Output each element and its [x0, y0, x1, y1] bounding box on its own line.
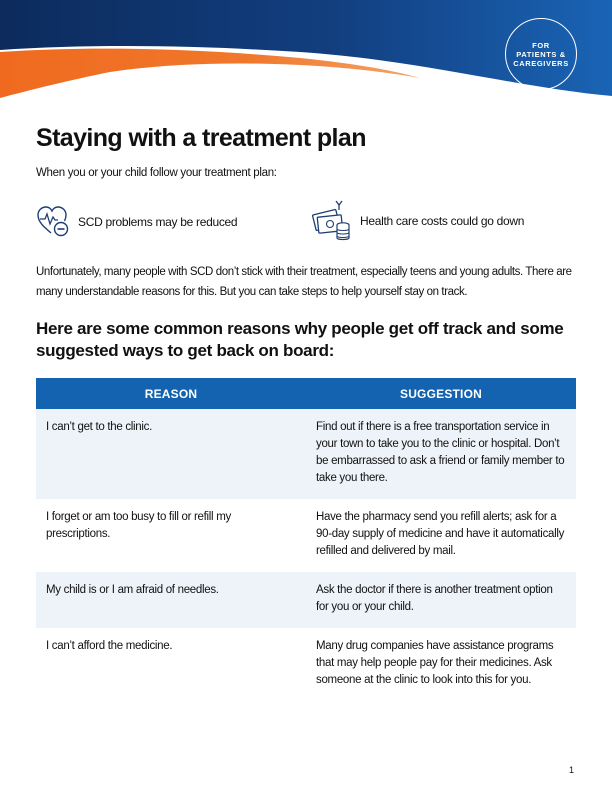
- benefit-text: SCD problems may be reduced: [78, 215, 238, 229]
- table-row: [36, 572, 576, 628]
- section-subheading: Here are some common reasons why people get off track and some suggested ways to get back on board:: [36, 319, 564, 360]
- reason-cell: I can’t afford the medicine.: [36, 628, 306, 701]
- table-row: [36, 409, 576, 499]
- reason-cell: I forget or am too busy to fill or refill my prescriptions.: [36, 499, 306, 572]
- page-title: Staying with a treatment plan: [36, 124, 366, 152]
- page-number: 1: [569, 765, 575, 775]
- reason-cell: I can’t get to the clinic.: [36, 409, 306, 499]
- audience-badge-text: FOR PATIENTS & CAREGIVERS: [513, 40, 569, 68]
- intro-text: When you or your child follow your treatment plan:: [36, 167, 277, 179]
- suggestion-cell: Find out if there is a free transportation service in your town to take you to the clinic or hospital. Don’t be embarrassed to ask a friend or family member to take you there.: [306, 409, 576, 499]
- suggestion-cell: Many drug companies have assistance programs that may help people pay for their medicines. Ask someone at the clinic to look into this for you.: [306, 628, 576, 701]
- reason-cell: My child is or I am afraid of needles.: [36, 572, 306, 628]
- column-header-reason: REASON: [36, 378, 306, 409]
- column-header-suggestion: SUGGESTION: [306, 378, 576, 409]
- heart-health-icon: [36, 205, 70, 239]
- benefit-text: Health care costs could go down: [360, 214, 525, 228]
- table-header-row: [36, 378, 576, 409]
- suggestion-cell: Ask the doctor if there is another treatment option for you or your child.: [306, 572, 576, 628]
- money-coins-icon: [312, 198, 352, 244]
- audience-badge: [505, 18, 577, 90]
- benefit-item-lower-costs: [312, 198, 524, 244]
- table-row: [36, 628, 576, 701]
- reasons-suggestions-table: [36, 378, 576, 701]
- benefit-item-reduced-problems: [36, 205, 237, 239]
- suggestion-cell: Have the pharmacy send you refill alerts; ask for a 90-day supply of medicine and have it automatically refilled and delivered by mail.: [306, 499, 576, 572]
- table-row: [36, 499, 576, 572]
- body-paragraph: Unfortunately, many people with SCD don’t stick with their treatment, especially teens and young adults. There are many understandable reasons for this. But you can take steps to help yourself stay on track.: [36, 266, 572, 298]
